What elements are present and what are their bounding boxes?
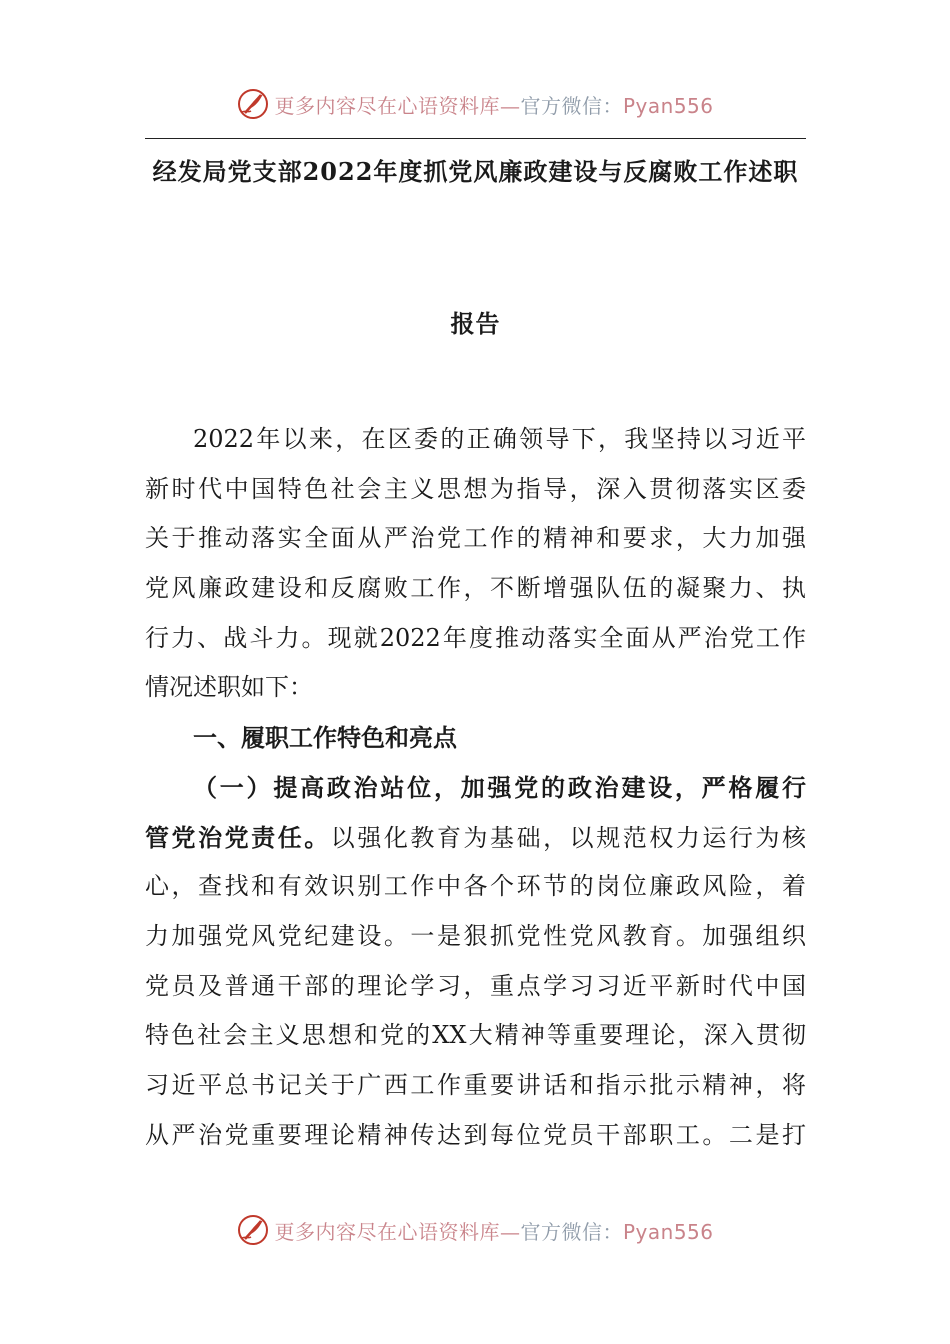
body-line: 习近平总书记关于广西工作重要讲话和指示批示精神，将: [145, 1070, 806, 1099]
body-line: 2022年以来，在区委的正确领导下，我坚持以习近平: [193, 425, 806, 453]
banner-brand: 更多内容尽在心语资料库: [274, 1219, 500, 1244]
banner-text: [274, 1216, 713, 1245]
banner-brand: 更多内容尽在心语资料库: [274, 93, 500, 118]
banner-wechat-id: Pyan556: [622, 1219, 714, 1244]
quill-pen-logo-icon: [236, 87, 270, 121]
body-line-continuation: 以强化教育为基础，以规范权力运行为核: [330, 823, 807, 852]
body-line: 新时代中国特色社会主义思想为指导，深入贯彻落实区委: [145, 474, 806, 503]
banner-separator: —: [499, 93, 521, 118]
body-line: 特色社会主义思想和党的XX大精神等重要理论，深入贯彻: [145, 1021, 806, 1050]
quill-pen-logo-icon: [236, 1213, 270, 1247]
banner-separator: —: [499, 1219, 521, 1244]
header-divider: [145, 138, 806, 139]
banner-wechat-id: Pyan556: [622, 93, 714, 118]
footer-watermark-banner: [0, 1206, 950, 1254]
subsection-heading: （一）提高政治站位，加强党的政治建设，严格履行: [193, 772, 806, 802]
document-body: [145, 415, 806, 1160]
body-line-mixed: [145, 813, 806, 863]
body-line: 力加强党风党纪建设。一是狠抓党性党风教育。加强组织: [145, 921, 806, 950]
banner-text: [274, 90, 713, 119]
document-title-line-2: 报告: [450, 309, 501, 338]
banner-wechat-label: 官方微信：: [520, 93, 623, 118]
body-line: 党风廉政建设和反腐败工作，不断增强队伍的凝聚力、执: [145, 574, 806, 603]
body-line: 党员及普通干部的理论学习，重点学习习近平新时代中国: [145, 971, 806, 1000]
banner-wechat-label: 官方微信：: [520, 1219, 623, 1244]
body-line: 心，查找和有效识别工作中各个环节的岗位廉政风险，着: [145, 872, 806, 901]
section-heading: 一、履职工作特色和亮点: [193, 723, 457, 753]
body-line: 情况述职如下：: [145, 673, 313, 702]
body-line: 从严治党重要理论精神传达到每位党员干部职工。二是打: [145, 1120, 806, 1149]
document-title-line-1: 经发局党支部2022年度抓党风廉政建设与反腐败工作述职: [152, 157, 799, 186]
body-line: 关于推动落实全面从严治党工作的精神和要求，大力加强: [145, 524, 806, 553]
body-line: 行力、战斗力。现就2022年度推动落实全面从严治党工作: [145, 623, 806, 652]
subsection-heading-tail: 管党治党责任。: [145, 822, 331, 852]
header-watermark-banner: [0, 80, 950, 128]
